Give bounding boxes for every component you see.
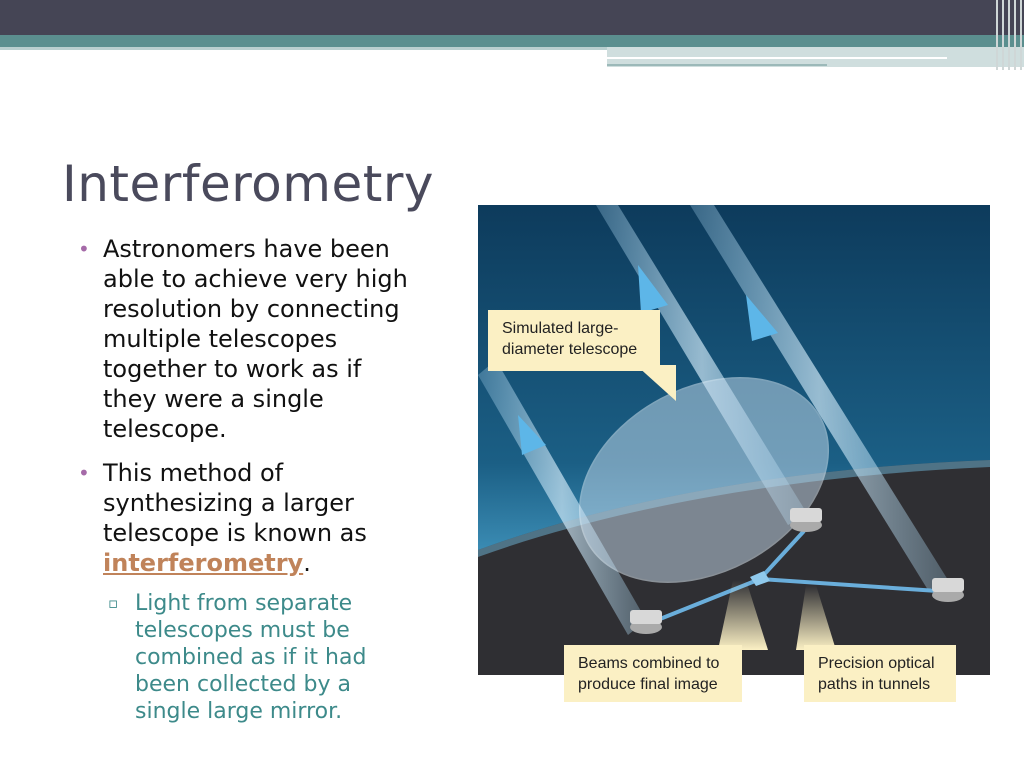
telescope-center-icon <box>790 508 822 532</box>
interferometry-link[interactable]: interferometry <box>103 549 304 577</box>
top-accent-line <box>0 47 607 50</box>
top-dark-bar <box>0 0 1024 35</box>
bullet-marker: • <box>78 237 90 261</box>
bullet-item-2 <box>78 458 418 578</box>
corner-stripes <box>992 0 1024 70</box>
bullet-list <box>78 234 418 725</box>
sub-bullet-marker: ▫ <box>108 594 119 612</box>
telescope-left-icon <box>630 610 662 634</box>
callout-precision-paths: Precision optical paths in tunnels <box>804 645 956 702</box>
bullet-text-2: This method of synthesizing a larger telescope is known as <box>103 459 367 547</box>
slide-title: Interferometry <box>62 155 434 213</box>
bullet-text-2-end: . <box>303 549 311 577</box>
telescope-right-icon <box>932 578 964 602</box>
top-accent-stripe <box>607 57 947 59</box>
sub-bullet-text: Light from separate telescopes must be combined as if it had been collected by a single large mirror. <box>135 591 367 724</box>
callout-simulated-telescope: Simulated large-diameter telescope <box>488 310 660 371</box>
top-accent-stripe-2 <box>607 64 827 66</box>
callout-beams-combined: Beams combined to produce final image <box>564 645 742 702</box>
top-accent-band <box>0 35 1024 47</box>
bullet-marker: • <box>78 461 90 485</box>
sub-bullet-item <box>78 590 418 725</box>
bullet-item-1 <box>78 234 418 444</box>
interferometry-diagram <box>478 205 990 722</box>
bullet-text-1: Astronomers have been able to achieve very high resolution by connecting multiple telescopes together to work as if they were a single telescope. <box>103 235 408 443</box>
